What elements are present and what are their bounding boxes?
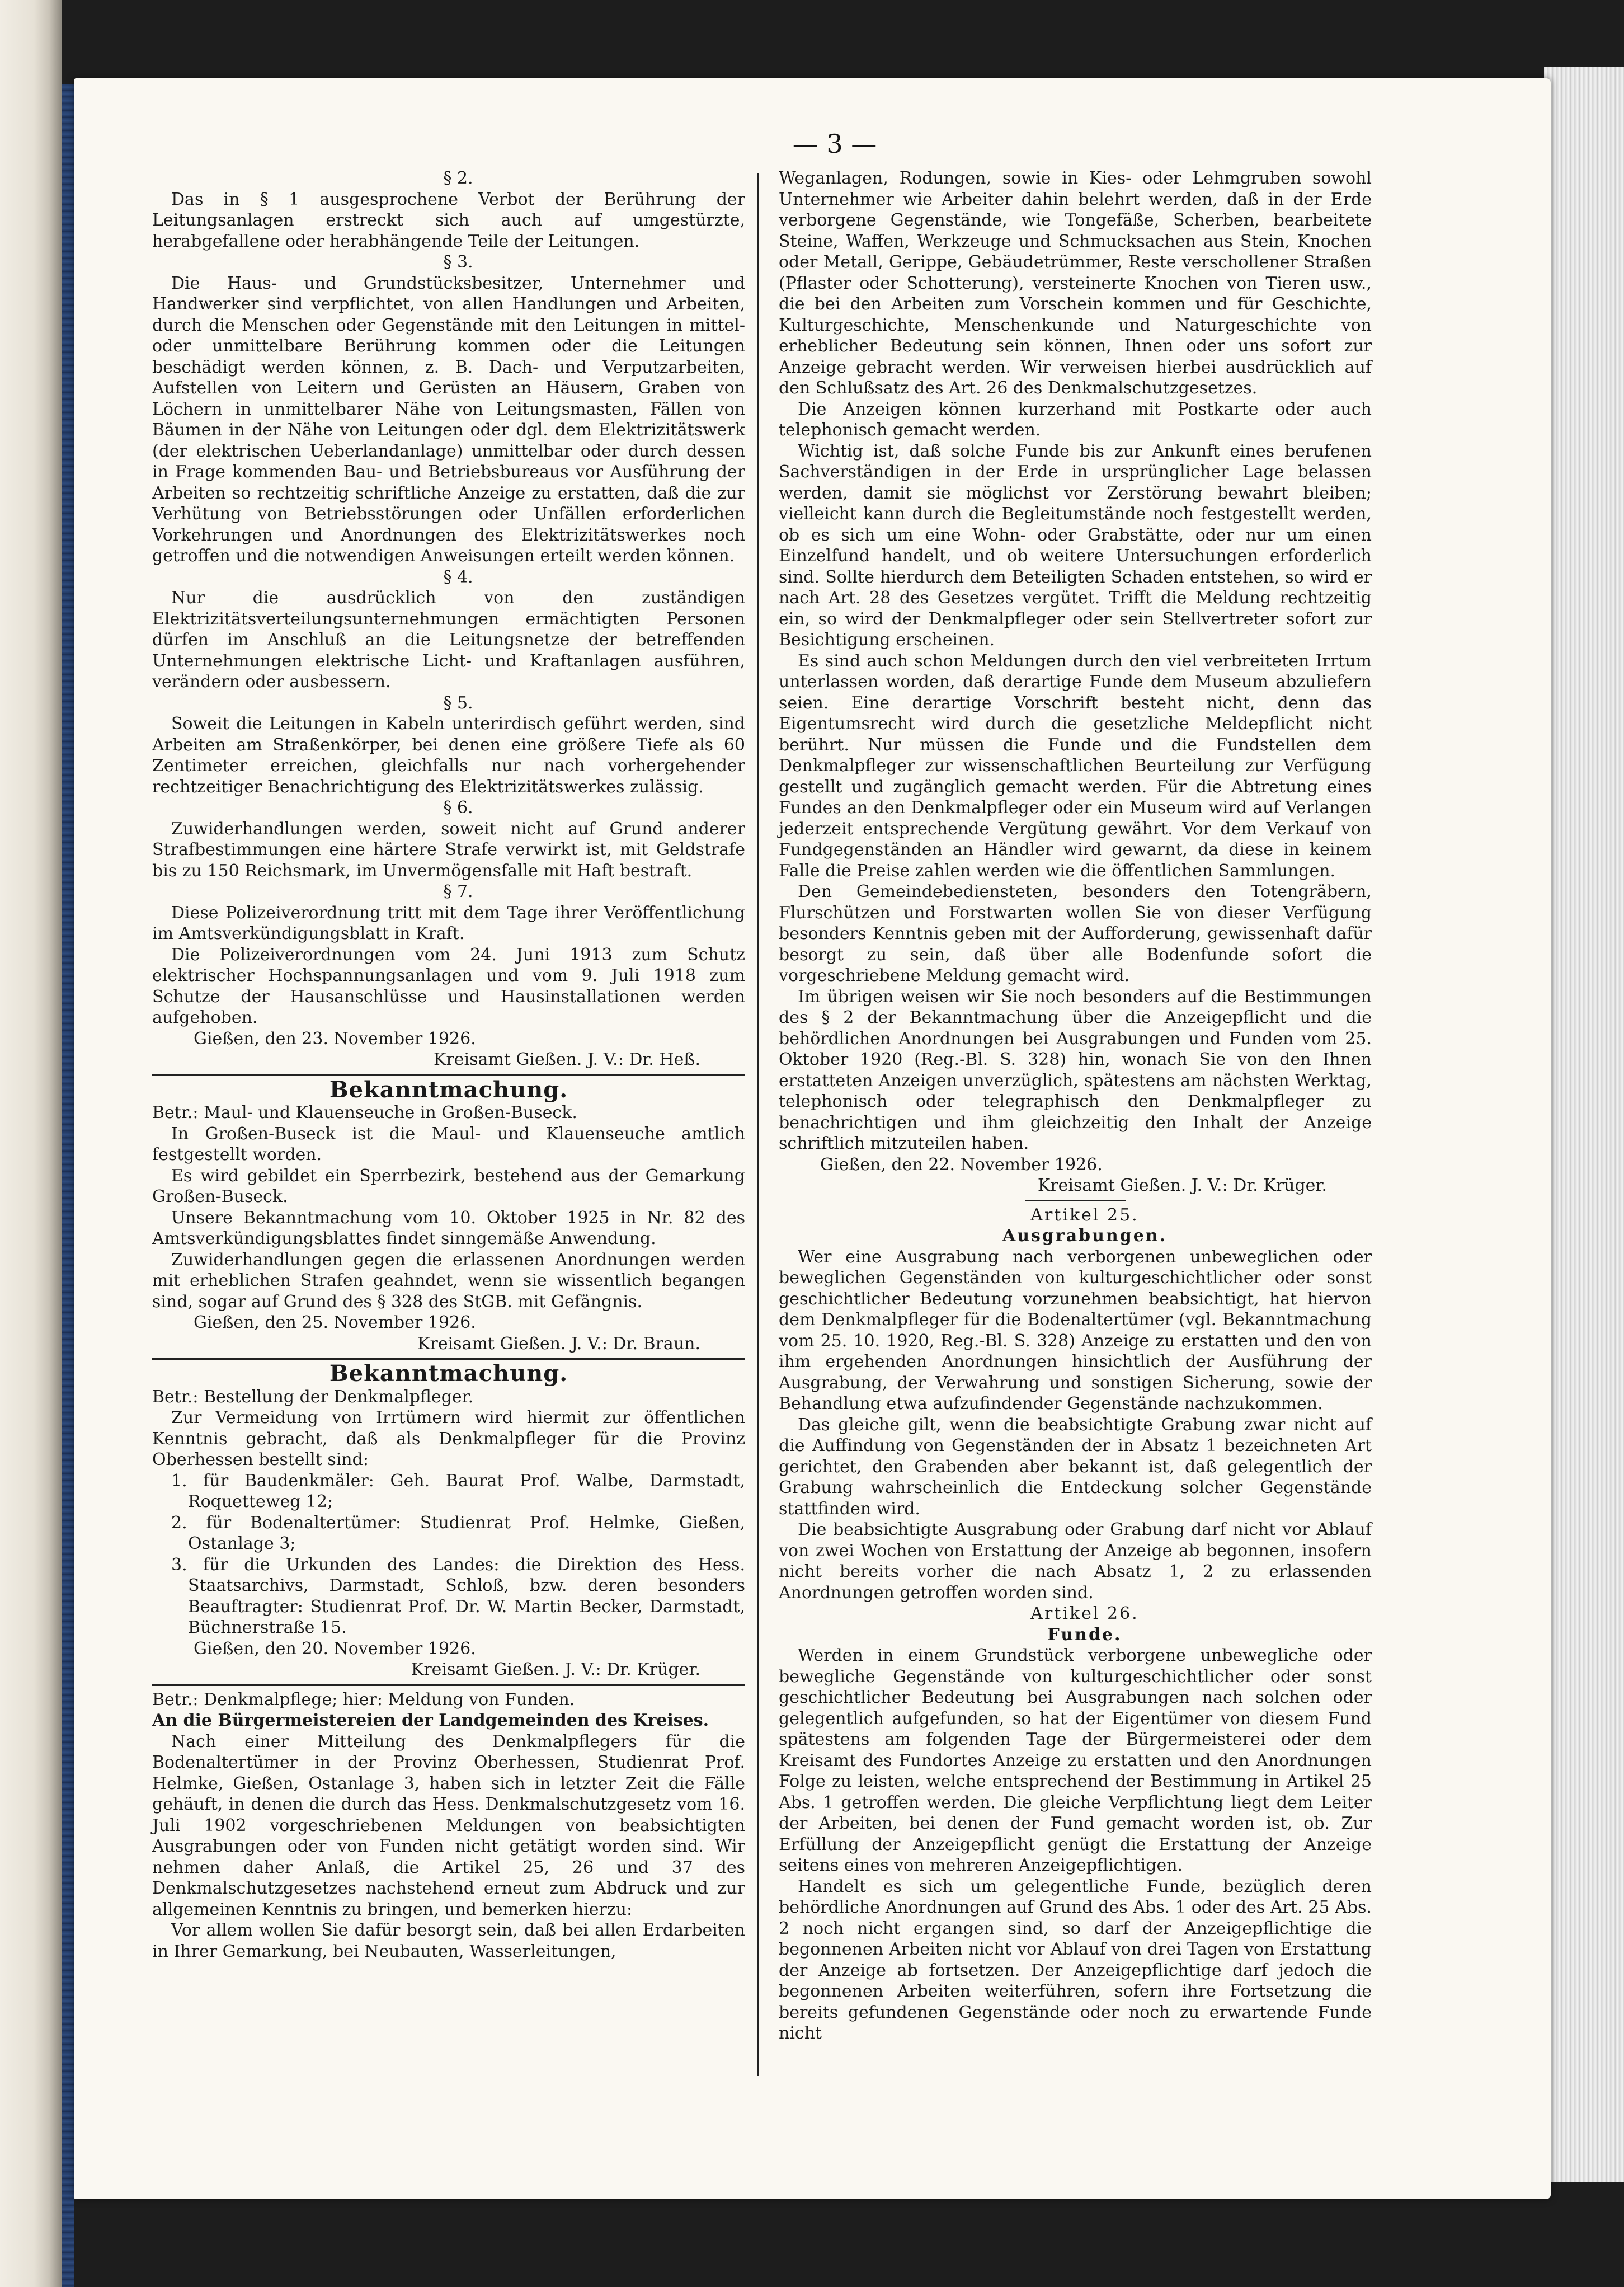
- list-item: 3. für die Urkunden des Landes: die Direktion des Hess. Staatsarchivs, Darmstadt, Schloß, bzw. deren besonders Beauftragter: Studienrat Prof. Dr. W. Martin Becker, Darmstadt, Büchnerstraße 15.: [171, 1555, 745, 1637]
- section-heading: § 3.: [443, 252, 473, 272]
- paragraph: Zuwiderhandlungen werden, soweit nicht auf Grund anderer Strafbestimmungen eine härtere Strafe verwirkt ist, mit Geldstrafe bis zu 150 Reichsmark, im Unvermögensfalle mit Haft bestraft.: [152, 819, 745, 881]
- paragraph: Vor allem wollen Sie dafür besorgt sein, daß bei allen Erdarbeiten in Ihrer Gemarkung, bei Neubauten, Wasserleitungen,: [152, 1920, 745, 1961]
- article-label: Artikel 26.: [1030, 1604, 1139, 1623]
- betr-line: Betr.: Bestellung der Denkmalpfleger.: [152, 1387, 474, 1407]
- signature: Kreisamt Gießen. J. V.: Dr. Braun.: [417, 1333, 700, 1354]
- section-heading: § 4.: [443, 567, 473, 587]
- section-heading: § 7.: [443, 882, 473, 901]
- article-label: Artikel 25.: [1030, 1205, 1139, 1225]
- paragraph: Wer eine Ausgrabung nach verborgenen unbeweglichen oder beweglichen Gegenständen von kulturgeschichtlicher oder sonst geschichtlicher Bedeutung vorzunehmen beabsichtigt, hat hiervon dem Denkmalpfleger für die Bodenaltertümer (vgl. Bekanntmachung vom 25. 10. 1920, Reg.-Bl. S. 328) Anzeige zu erstatten und den von ihm ergehenden Anordnungen hinsichtlich der Ausführung der Ausgrabung, der Verwahrung und sonstigen Sicherung, sowie der Behandlung etwa aufzufindender Gegenstände nachzukommen.: [779, 1247, 1372, 1413]
- column-divider: [757, 173, 759, 2076]
- date-line: Gießen, den 25. November 1926.: [194, 1313, 476, 1332]
- previous-page-edge: [0, 0, 62, 2287]
- section-heading: § 2.: [443, 168, 473, 188]
- signature: Kreisamt Gießen. J. V.: Dr. Heß.: [434, 1050, 700, 1069]
- article-title: Funde.: [1047, 1624, 1122, 1645]
- paragraph: Die beabsichtigte Ausgrabung oder Grabung darf nicht vor Ablauf von zwei Wochen von Erstattung der Anzeige ab begonnen, insofern nicht bereits vorher die nach Absatz 1, 2 zu erlassenden Anordnungen getroffen worden sind.: [779, 1520, 1372, 1603]
- paragraph: Das gleiche gilt, wenn die beabsichtigte Grabung zwar nicht auf die Auffindung von Gegenständen der in Absatz 1 bezeichneten Art gerichtet, den Grabenden aber bekannt ist, daß gelegentlich der Grabung wahrscheinlich die Entdeckung solcher Gegenstände stattfinden wird.: [779, 1415, 1372, 1519]
- date-line: Gießen, den 22. November 1926.: [820, 1154, 1103, 1175]
- article-title: Ausgrabungen.: [1002, 1226, 1168, 1246]
- paragraph: Nur die ausdrücklich von den zuständigen Elektrizitätsverteilungsunternehmungen ermächtigten Personen dürfen im Anschluß an die Leitungsnetze der betreffenden Unternehmungen elektrische Licht- und Kraftanlagen ausführen, verändern oder ausbessern.: [152, 588, 745, 692]
- left-column: [152, 168, 745, 1962]
- paragraph: Zur Vermeidung von Irrtümern wird hiermit zur öffentlichen Kenntnis gebracht, daß als Denkmalpfleger für die Provinz Oberhessen bestellt sind:: [152, 1408, 745, 1469]
- signature: Kreisamt Gießen. J. V.: Dr. Krüger.: [1037, 1176, 1327, 1195]
- paragraph: Handelt es sich um gelegentliche Funde, bezüglich deren behördliche Anordnungen auf Grund des Abs. 1 oder des Art. 25 Abs. 2 noch nicht ergangen sind, so darf der Anzeigepflichtige die begonnenen Arbeiten nicht vor Ablauf von drei Tagen von Erstattung der Anzeige ab fortsetzen. Der Anzeigepflichtige darf jedoch die begonnenen Arbeiten weiterführen, sofern ihre Fortsetzung die bereits gefundenen Gegenstände oder noch zu erwartende Funde nicht: [779, 1876, 1372, 2043]
- paragraph: Es wird gebildet ein Sperrbezirk, bestehend aus der Gemarkung Großen-Buseck.: [152, 1166, 745, 1206]
- list-item: 1. für Baudenkmäler: Geh. Baurat Prof. Walbe, Darmstadt, Roquetteweg 12;: [171, 1471, 745, 1511]
- signature: Kreisamt Gießen. J. V.: Dr. Krüger.: [411, 1660, 700, 1679]
- paragraph: Diese Polizeiverordnung tritt mit dem Tage ihrer Veröffentlichung im Amtsverkündigungsblatt in Kraft.: [152, 903, 745, 943]
- date-line: Gießen, den 20. November 1926.: [194, 1638, 476, 1659]
- page-stack-edge: [1544, 67, 1624, 2182]
- paragraph: Im übrigen weisen wir Sie noch besonders auf die Bestimmungen des § 2 der Bekanntmachung über die Anzeigepflicht und die behördlichen Anordnungen bei Ausgrabungen und Funden vom 25. Oktober 1920 (Reg.-Bl. S. 328) hin, wonach Sie von den Ihnen erstatteten Anzeigen unverzüglich, spätestens am nächsten Werktag, telephonisch oder telegraphisch den Denkmalpfleger zu benachrichtigen und ihm gleichzeitig den Inhalt der Anzeige schriftlich mitzuteilen haben.: [779, 987, 1372, 1153]
- paragraph: Die Haus- und Grundstücksbesitzer, Unternehmer und Handwerker sind verpflichtet, von allen Handlungen und Arbeiten, durch die Menschen oder Gegenstände mit den Leitungen in mittel- oder unmittelbare Berührung kommen oder die Leitungen beschädigt werden können, z. B. Dach- und Verputzarbeiten, Aufstellen von Leitern und Gerüsten an Häusern, Graben von Löchern in unmittelbarer Nähe von Leitungsmasten, Fällen von Bäumen in der Nähe von Leitungen oder dgl. dem Elektrizitätswerk (der elektrischen Ueberlandanlage) unmittelbar oder durch dessen in Frage kommenden Bau- und Betriebsbureaus vor Ausführung der Arbeiten so rechtzeitig schriftliche Anzeige zu erstatten, daß die zur Verhütung von Betriebsstörungen oder Unfällen erforderlichen Vorkehrungen und Anordnungen des Elektrizitätswerkes noch getroffen und die notwendigen Anweisungen erteilt werden können.: [152, 273, 745, 566]
- betr-line: Betr.: Maul- und Klauenseuche in Großen-Buseck.: [152, 1103, 577, 1123]
- paragraph: Soweit die Leitungen in Kabeln unterirdisch geführt werden, sind Arbeiten am Straßenkörper, bei denen eine größere Tiefe als 60 Zentimeter erreichen, gleichfalls nur nach vorhergehender rechtzeitiger Benachrichtigung des Elektrizitätswerkes zulässig.: [152, 714, 745, 797]
- section-heading: § 6.: [443, 798, 473, 818]
- paragraph: Weganlagen, Rodungen, sowie in Kies- oder Lehmgruben sowohl Unternehmer wie Arbeiter dahin belehrt werden, daß in der Erde verborgene Gegenstände, wie Tongefäße, Scherben, bearbeitete Steine, Waffen, Werkzeuge und Schmucksachen aus Stein, Knochen oder Metall, Gerippe, Gebäudetrümmer, Reste verschollener Straßen (Pflaster oder Schotterung), versteinerte Knochen von Tieren usw., die bei den Arbeiten zum Vorschein kommen und für Geschichte, Kulturgeschichte, Menschenkunde und Naturgeschichte von erheblicher Bedeutung sein können, Ihnen oder uns sofort zur Anzeige gebracht werden. Wir verweisen hierbei ausdrücklich auf den Schlußsatz des Art. 26 des Denkmalschutzgesetzes.: [779, 168, 1372, 398]
- paragraph: Die Anzeigen können kurzerhand mit Postkarte oder auch telephonisch gemacht werden.: [779, 399, 1372, 440]
- paragraph: Es sind auch schon Meldungen durch den viel verbreiteten Irrtum unterlassen worden, daß derartige Funde dem Museum abzuliefern seien. Eine derartige Vorschrift besteht nicht, denn das Eigentumsrecht wird durch die gesetzliche Meldepflicht nicht berührt. Nur müssen die Funde und die Fundstellen dem Denkmalpfleger zur wissenschaftlichen Beurteilung zur Verfügung gestellt und zugänglich gemacht werden. Für die Abtretung eines Fundes an den Denkmalpfleger oder ein Museum wird auf Verlangen jederzeit entsprechende Vergütung gewährt. Vor dem Verkauf von Fundgegenständen an Händler wird gewarnt, da diese in keinem Falle die Preise zahlen werden wie die öffentlichen Sammlungen.: [779, 651, 1372, 881]
- section-rule: [152, 1358, 745, 1360]
- section-rule: [152, 1074, 745, 1076]
- paragraph: Die Polizeiverordnungen vom 24. Juni 1913 zum Schutz elektrischer Hochspannungsanlagen und vom 9. Juli 1918 zum Schutze der Hausanschlüsse und Hausinstallationen werden aufgehoben.: [152, 945, 745, 1027]
- paragraph: Wichtig ist, daß solche Funde bis zur Ankunft eines berufenen Sachverständigen in der Erde in ursprünglicher Lage belassen werden, damit sie möglichst vor Zerstörung bewahrt bleiben; vielleicht kann durch die Begleitumstände noch festgestellt werden, ob es sich um eine Wohn- oder Grabstätte, oder nur um einen Einzelfund handelt, und ob weitere Untersuchungen erforderlich sind. Sollte hierdurch dem Beteiligten Schaden entstehen, so wird er nach Art. 28 des Gesetzes vergütet. Trifft die Meldung rechtzeitig ein, so wird der Denkmalpfleger oder sein Stellvertreter sofort zur Besichtigung erscheinen.: [779, 441, 1372, 650]
- betr-line: Betr.: Denkmalpflege; hier: Meldung von Funden.: [152, 1689, 575, 1710]
- section-heading: § 5.: [443, 693, 473, 713]
- notice-heading: Bekanntmachung.: [329, 1360, 568, 1387]
- notice-heading: Bekanntmachung.: [329, 1076, 568, 1103]
- paragraph: In Großen-Buseck ist die Maul- und Klauenseuche amtlich festgestellt worden.: [152, 1124, 745, 1164]
- page-number: — 3 —: [792, 129, 877, 159]
- paragraph: Den Gemeindebediensteten, besonders den Totengräbern, Flurschützen und Forstwarten wollen Sie von dieser Verfügung besonders Kenntnis geben mit der Aufforderung, gewissenhaft dafür besorgt zu sein, daß über alle Bodenfunde sofort die vorgeschriebene Meldung gemacht wird.: [779, 882, 1372, 985]
- paragraph: Nach einer Mitteilung des Denkmalpflegers für die Bodenaltertümer in der Provinz Oberhessen, Studienrat Prof. Helmke, Gießen, Ostanlage 3, haben sich in letzter Zeit die Fälle gehäuft, in denen die durch das Hess. Denkmalschutzgesetz vom 16. Juli 1902 vorgeschriebenen Meldungen von beabsichtigten Ausgrabungen oder von Funden nicht getätigt worden sind. Wir nehmen daher Anlaß, die Artikel 25, 26 und 37 des Denkmalschutzgesetzes nachstehend erneut zum Abdruck und zur allgemeinen Kenntnis zu bringen, und bemerken hierzu:: [152, 1731, 745, 1919]
- paragraph: Unsere Bekanntmachung vom 10. Oktober 1925 in Nr. 82 des Amtsverkündigungsblattes findet sinngemäße Anwendung.: [152, 1208, 745, 1248]
- paragraph: Das in § 1 ausgesprochene Verbot der Berührung der Leitungsanlagen erstreckt sich auch auf umgestürzte, herabgefallene oder herabhängende Teile der Leitungen.: [152, 189, 745, 251]
- right-column: [779, 168, 1372, 2044]
- article-rule: [1025, 1200, 1126, 1201]
- document-page: [74, 78, 1551, 2199]
- book-binding: [62, 84, 74, 2287]
- section-rule: [152, 1684, 745, 1686]
- curator-list: [152, 1471, 745, 1638]
- paragraph: Werden in einem Grundstück verborgene unbewegliche oder bewegliche Gegenstände von kulturgeschichtlicher oder sonst geschichtlicher Bedeutung bei Ausgrabungen nach solchen oder gelegentlich aufgefunden, so hat der Eigentümer von diesem Fund spätestens am folgenden Tage der Bürgermeisterei oder dem Kreisamt des Fundortes Anzeige zu erstatten und den Anordnungen Folge zu leisten, welche entsprechend der Bestimmung in Artikel 25 Abs. 1 getroffen werden. Die gleiche Verpflichtung liegt dem Leiter der Arbeiten, bei denen der Fund gemacht worden ist, ob. Zur Erfüllung der Anzeigepflicht genügt die Erstattung der Anzeige seitens eines von mehreren Anzeigepflichtigen.: [779, 1646, 1372, 1875]
- list-item: 2. für Bodenaltertümer: Studienrat Prof. Helmke, Gießen, Ostanlage 3;: [171, 1513, 745, 1553]
- date-line: Gießen, den 23. November 1926.: [194, 1029, 476, 1049]
- address-line: An die Bürgermeistereien der Landgemeinden des Kreises.: [152, 1711, 709, 1730]
- paragraph: Zuwiderhandlungen gegen die erlassenen Anordnungen werden mit erheblichen Strafen geahndet, wenn sie wissentlich begangen sind, sogar auf Grund des § 328 des StGB. mit Gefängnis.: [152, 1250, 745, 1312]
